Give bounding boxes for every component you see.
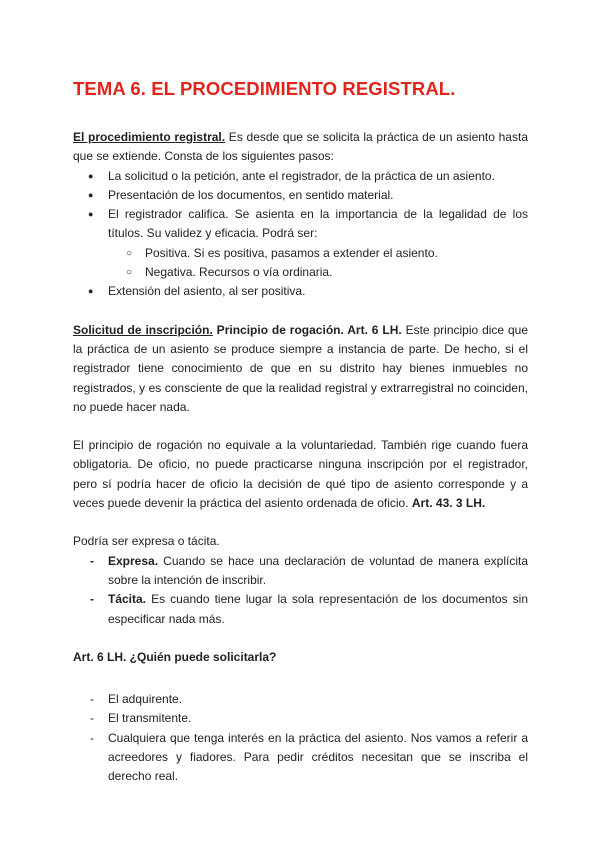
qualification-sublist xyxy=(73,244,528,283)
type-term: Tácita. xyxy=(108,592,147,607)
type-description: Cuando se hace una declaración de voluntad de manera explícita sobre la intención de inscribir. xyxy=(108,553,528,587)
list-item: - El adquirente. xyxy=(73,690,528,709)
request-types-intro: Podría ser expresa o tácita. xyxy=(73,534,220,549)
type-term: Expresa. xyxy=(108,553,159,568)
procedure-paragraph xyxy=(73,128,528,167)
list-item-text: El registrador califica. Se asienta en la importancia de la legalidad de los títulos. Su validez y eficacia. Podrá ser: xyxy=(108,207,528,241)
list-item: ● Presentación de los documentos, en sentido material. xyxy=(73,186,528,205)
inscription-heading: Solicitud de inscripción. xyxy=(73,322,213,337)
list-item xyxy=(73,552,528,591)
procedure-heading: El procedimiento registral. xyxy=(73,130,226,144)
who-can-request-heading xyxy=(73,648,528,667)
procedure-steps-list xyxy=(73,167,528,302)
list-item: - El transmitente. xyxy=(73,709,528,728)
rogation-paragraph xyxy=(73,321,528,417)
who-can-request-heading-text: Art. 6 LH. ¿Quién puede solicitarla? xyxy=(73,649,277,664)
list-item: ● La solicitud o la petición, ante el registrador, de la práctica de un asiento. xyxy=(73,167,528,186)
type-description: Es cuando tiene lugar la sola representación de los documentos sin especificar nada más. xyxy=(108,592,528,626)
procedure-intro: Es desde que se solicita la práctica de un asiento hasta que se extiende. Consta de los siguientes pasos: xyxy=(73,130,528,164)
list-item: ○ Positiva. Si es positiva, pasamos a extender el asiento. xyxy=(73,244,528,263)
requesters-list xyxy=(73,690,528,786)
article-reference: Art. 43. 3 LH. xyxy=(411,496,486,511)
list-item: ● Extensión del asiento, al ser positiva. xyxy=(73,282,528,301)
list-item xyxy=(73,205,528,282)
list-item: - Cualquiera que tenga interés en la práctica del asiento. Nos vamos a referir a acreedores y fiadores. Para pedir créditos necesitan que se inscriba el derecho real. xyxy=(73,729,528,787)
rogation-principle: Principio de rogación. Art. 6 LH. xyxy=(212,322,402,337)
list-item: ○ Negativa. Recursos o vía ordinaria. xyxy=(73,263,528,282)
document-body xyxy=(73,128,528,787)
voluntariness-text: El principio de rogación no equivale a la voluntariedad. También rige cuando fuera obligatoria. De oficio, no puede practicarse ninguna inscripción por el registrador, pero sí podría hacer de oficio la decisión de qué tipo de asiento corresponde y a veces puede devenir la práctica del asiento ordenada de oficio. xyxy=(73,438,528,511)
request-types-list xyxy=(73,552,528,629)
list-item xyxy=(73,590,528,629)
rogation-text: Este principio dice que la práctica de un asiento se produce siempre a instancia de parte. De hecho, si el registrador tiene conocimiento de que en su distrito hay bienes inmuebles no registrados, y es consciente de que la realidad registral y extrarregistral no coinciden, no puede hacer nada. xyxy=(73,322,528,414)
voluntariness-paragraph xyxy=(73,436,528,513)
document-title: TEMA 6. EL PROCEDIMIENTO REGISTRAL. xyxy=(73,78,456,99)
